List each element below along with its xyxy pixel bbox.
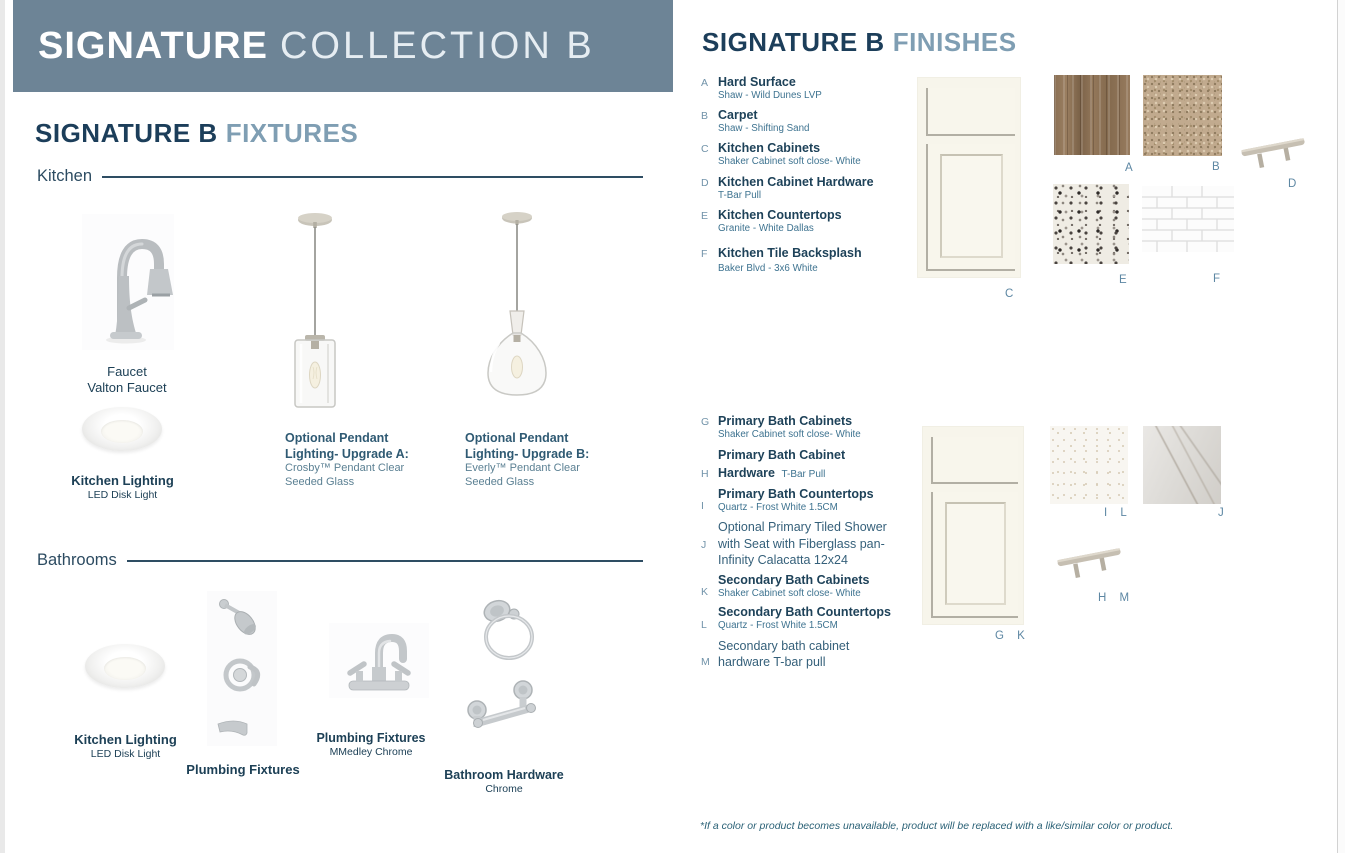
bathrooms-section-rule (127, 560, 643, 562)
bath-hardware-subtitle: Chrome (485, 783, 523, 795)
swatch-label-il: I L (1104, 507, 1132, 519)
disclaimer-note: *If a color or product becomes unavailable, product will be replaced with a like/similar color or product. (700, 820, 1174, 832)
finish-item-k (701, 573, 916, 600)
bath-cabinet-door-front (931, 492, 1018, 618)
kitchen-section-header (37, 167, 643, 186)
hard-surface-swatch (1054, 75, 1130, 155)
quartz-swatch (1050, 426, 1128, 504)
shower-set-image (207, 591, 277, 746)
finish-subtitle-l: Quartz - Frost White 1.5CM (718, 620, 838, 632)
finish-title-d: Kitchen Cabinet Hardware (718, 174, 874, 189)
bath-faucet-icon (329, 623, 429, 698)
pendant-a-sub1: Crosby™ Pendant Clear (285, 462, 405, 475)
swatch-label-a: A (1125, 162, 1133, 174)
kitchen-lighting-subtitle: LED Disk Light (87, 488, 158, 501)
finish-item-l (701, 605, 916, 632)
swatch-label-b: B (1212, 161, 1220, 173)
finish-letter-k: K (701, 586, 709, 599)
pendant-b-title1: Optional Pendant (465, 431, 569, 445)
bath-cabinet-swatch (923, 427, 1023, 624)
finish-item-a (701, 75, 916, 102)
finishes-heading-light: FINISHES (892, 27, 1017, 57)
swatch-label-d: D (1288, 178, 1297, 190)
bath-cabinet-door-panel (945, 502, 1006, 605)
shower-caption-title: Plumbing Fixtures (186, 762, 300, 777)
subway-tile-swatch (1142, 186, 1234, 252)
pendant-a-title1: Optional Pendant (285, 431, 389, 445)
bath-cabinet-drawer-front (931, 437, 1018, 484)
finish-item-i (701, 487, 916, 514)
bath-faucet-caption (303, 731, 439, 759)
finish-title-h: Primary Bath Cabinet Hardware (718, 448, 846, 481)
finish-letter-j: J (701, 538, 707, 551)
tp-holder-image (461, 676, 549, 733)
finish-item-j (701, 519, 916, 568)
marble-swatch (1143, 426, 1221, 504)
finish-subtitle-d: T-Bar Pull (718, 189, 762, 201)
tbar-pull-icon (1055, 540, 1125, 584)
cabinet-door-panel (940, 154, 1002, 258)
pendant-a-title2: Lighting- Upgrade A: (285, 446, 409, 461)
kitchen-cabinet-swatch (918, 78, 1020, 277)
kitchen-faucet-image (82, 214, 174, 350)
finishes-heading-bold: SIGNATURE B (702, 27, 885, 57)
pendant-b-title2: Lighting- Upgrade B: (465, 446, 590, 461)
finish-letter-a: A (701, 77, 709, 89)
swatch-label-f: F (1213, 273, 1221, 285)
cabinet-drawer-front (926, 88, 1015, 136)
finish-title-g: Primary Bath Cabinets (718, 414, 853, 428)
fixtures-heading-bold: SIGNATURE B (35, 118, 218, 148)
finish-item-m (701, 638, 916, 671)
finish-subtitle-e: Granite - White Dallas (718, 222, 814, 234)
bath-faucet-title: Plumbing Fixtures (316, 731, 426, 745)
finish-subtitle-g: Shaker Cabinet soft close- White (718, 429, 861, 440)
finish-subtitle-b: Shaw - Shifting Sand (718, 123, 810, 135)
finish-item-d (701, 175, 916, 202)
bathrooms-section-label: Bathrooms (37, 551, 117, 569)
pendant-bell-icon (475, 207, 559, 409)
tbar-pull-icon (1240, 130, 1308, 174)
bathrooms-section-header (37, 551, 643, 570)
finish-title-l: Secondary Bath Countertops (718, 605, 891, 620)
finish-title-e: Kitchen Countertops (718, 207, 842, 222)
bath-lighting-title: Kitchen Lighting (74, 732, 177, 747)
granite-swatch (1053, 184, 1129, 264)
pendant-cylinder-icon (282, 207, 348, 415)
finish-letter-c: C (701, 143, 709, 156)
bath-led-disk-light-image (85, 644, 165, 688)
kitchen-section-label: Kitchen (37, 167, 93, 185)
finish-title-k: Secondary Bath Cabinets (718, 573, 870, 588)
finish-title-a: Hard Surface (718, 75, 796, 89)
bath-faucet-image (329, 623, 429, 698)
finish-title-j: Optional Primary Tiled Shower with Seat with Fiberglass pan- Infinity Calacatta 12x24 (718, 520, 887, 567)
finish-item-f (701, 246, 916, 275)
finish-subtitle-i: Quartz - Frost White 1.5CM (718, 502, 838, 514)
kitchen-lighting-title: Kitchen Lighting (71, 473, 174, 488)
kitchen-lighting-caption (50, 473, 195, 501)
kitchen-section-rule (102, 176, 643, 178)
swatch-label-hm: H M (1098, 592, 1135, 604)
finish-title-i: Primary Bath Countertops (718, 487, 874, 502)
finish-letter-l: L (701, 618, 707, 631)
banner-title-light: COLLECTION B (279, 24, 595, 67)
page-right-margin (1338, 0, 1345, 853)
kitchen-tbar-pull-image (1240, 130, 1308, 174)
pendant-b-sub2: Seeded Glass (465, 476, 535, 488)
finish-item-b (701, 108, 916, 135)
towel-ring-icon (467, 597, 545, 663)
page-left-edge (0, 0, 5, 853)
swatch-label-gk: G K (995, 630, 1030, 642)
pendant-b-image (475, 207, 559, 409)
finish-subtitle-k: Shaker Cabinet soft close- White (718, 588, 861, 600)
finish-subtitle-c: Shaker Cabinet soft close- White (718, 156, 861, 168)
fixtures-heading (35, 118, 358, 149)
bath-led-disk-light-lens (104, 657, 146, 680)
shower-set-icon (207, 591, 277, 746)
led-disk-light-lens (101, 420, 143, 443)
shower-caption (175, 762, 311, 778)
swatch-label-c: C (1005, 288, 1014, 300)
faucet-caption-line2: Valton Faucet (87, 379, 167, 395)
finish-title-m: Secondary bath cabinet hardware T-bar pull (718, 638, 850, 669)
pendant-a-sub2: Seeded Glass (285, 476, 355, 488)
finish-item-c (701, 141, 916, 168)
bath-hardware-title: Bathroom Hardware (444, 768, 564, 782)
finish-letter-h: H (701, 468, 709, 481)
bath-hardware-caption (436, 768, 572, 796)
finish-letter-b: B (701, 110, 709, 123)
tp-holder-icon (461, 676, 549, 733)
towel-ring-image (467, 597, 545, 663)
finish-title-b: Carpet (718, 108, 758, 123)
kitchen-finishes-list (701, 75, 916, 275)
pendant-a-image (282, 207, 348, 415)
pendant-b-caption (465, 431, 590, 490)
banner-title-bold: SIGNATURE (38, 24, 268, 67)
finish-item-h (701, 446, 916, 482)
finish-letter-d: D (701, 176, 709, 189)
swatch-label-j: J (1218, 507, 1224, 519)
finish-item-g (701, 414, 916, 441)
finish-letter-e: E (701, 209, 709, 222)
bath-finishes-list (701, 414, 916, 670)
faucet-caption (57, 364, 197, 395)
carpet-swatch (1143, 75, 1222, 156)
swatch-label-e: E (1119, 274, 1127, 286)
finish-letter-g: G (701, 416, 710, 428)
finish-subtitle-h: T-Bar Pull (781, 469, 826, 481)
bath-lighting-caption (53, 732, 198, 760)
finish-letter-i: I (701, 500, 704, 513)
faucet-caption-line1: Faucet (107, 364, 147, 379)
finish-title-c: Kitchen Cabinets (718, 141, 821, 156)
cabinet-door-front (926, 144, 1015, 271)
fixtures-heading-light: FIXTURES (225, 118, 359, 148)
kitchen-faucet-icon (82, 214, 174, 350)
finish-subtitle-f: Baker Blvd - 3x6 White (718, 263, 818, 275)
pendant-b-sub1: Everly™ Pendant Clear (465, 462, 580, 475)
finishes-heading (702, 27, 1017, 58)
finish-subtitle-a: Shaw - Wild Dunes LVP (718, 90, 822, 101)
finish-letter-f: F (701, 248, 708, 261)
pendant-a-caption (285, 431, 410, 490)
bath-tbar-pull-image (1055, 540, 1125, 584)
finish-title-f: Kitchen Tile Backsplash (718, 246, 862, 261)
bath-lighting-subtitle: LED Disk Light (90, 747, 161, 760)
finish-letter-m: M (701, 656, 710, 669)
subway-tile-pattern (1142, 186, 1234, 252)
bath-faucet-subtitle: MMedley Chrome (329, 746, 413, 758)
led-disk-light-image (82, 407, 162, 451)
collection-banner (13, 0, 673, 92)
finish-item-e (701, 208, 916, 235)
